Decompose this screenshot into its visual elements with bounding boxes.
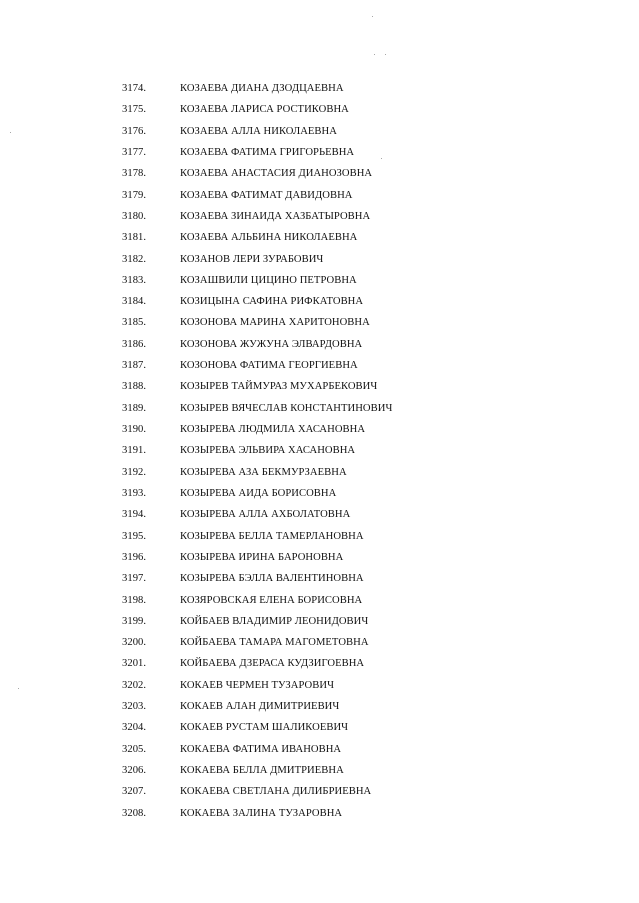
entry-number: 3191. [122, 445, 147, 457]
list-item [122, 808, 442, 829]
list-item [122, 339, 442, 360]
entry-name: КОЗЫРЕВА АЛЛА АХБОЛАТОВНА [180, 509, 351, 521]
entry-number: 3179. [122, 189, 147, 201]
list-item [122, 531, 442, 552]
entry-number: 3204. [122, 722, 147, 734]
scan-speck [374, 54, 375, 55]
entry-number: 3207. [122, 786, 147, 798]
entry-name: КОЗАЕВА АЛЛА НИКОЛАЕВНА [180, 125, 337, 137]
entry-name: КОЙБАЕВА ТАМАРА МАГОМЕТОВНА [180, 637, 369, 649]
entry-number: 3186. [122, 338, 147, 350]
entry-number: 3187. [122, 360, 147, 372]
entry-name: КОЗАЕВА ФАТИМА ГРИГОРЬЕВНА [180, 146, 355, 158]
entry-number: 3203. [122, 701, 147, 713]
entry-number: 3184. [122, 296, 147, 308]
list-item [122, 232, 442, 253]
entry-name: КОЗЫРЕВА АЗА БЕКМУРЗАЕВНА [180, 466, 347, 478]
list-item [122, 296, 442, 317]
entry-number: 3185. [122, 317, 147, 329]
list-item [122, 765, 442, 786]
entry-name: КОЗАЕВА АНАСТАСИЯ ДИАНОЗОВНА [180, 168, 373, 180]
entry-name: КОЙБАЕВ ВЛАДИМИР ЛЕОНИДОВИЧ [180, 615, 369, 627]
list-item [122, 680, 442, 701]
list-item [122, 254, 442, 275]
entry-number: 3199. [122, 615, 147, 627]
list-item [122, 168, 442, 189]
entry-name: КОЗАЕВА ДИАНА ДЗОДЦАЕВНА [180, 83, 344, 94]
list-item [122, 275, 442, 296]
entry-number: 3188. [122, 381, 147, 393]
scan-speck [10, 132, 11, 133]
entry-number: 3189. [122, 402, 147, 414]
list-item [122, 360, 442, 381]
entry-number: 3192. [122, 466, 147, 478]
scan-speck [385, 54, 386, 55]
list-item [122, 509, 442, 530]
list-item [122, 424, 442, 445]
name-list [122, 83, 442, 829]
entry-name: КОЗАЕВА ЛАРИСА РОСТИКОВНА [180, 104, 349, 116]
list-item [122, 83, 442, 104]
entry-name: КОЗАЕВА ЗИНАИДА ХАЗБАТЫРОВНА [180, 210, 371, 222]
entry-number: 3176. [122, 125, 147, 137]
entry-number: 3177. [122, 146, 147, 158]
entry-name: КОЗЫРЕВА ЛЮДМИЛА ХАСАНОВНА [180, 424, 366, 435]
list-item [122, 445, 442, 466]
scan-speck [372, 16, 373, 17]
entry-name: КОЗАШВИЛИ ЦИЦИНО ПЕТРОВНА [180, 274, 357, 286]
entry-number: 3181. [122, 232, 147, 244]
entry-number: 3197. [122, 573, 147, 585]
entry-name: КОЗЯРОВСКАЯ ЕЛЕНА БОРИСОВНА [180, 594, 363, 606]
list-item [122, 637, 442, 658]
entry-name: КОЗЫРЕВ ТАЙМУРАЗ МУХАРБЕКОВИЧ [180, 381, 378, 393]
list-item [122, 722, 442, 743]
list-item [122, 147, 442, 168]
entry-name: КОЗЫРЕВА БЭЛЛА ВАЛЕНТИНОВНА [180, 573, 364, 585]
list-item [122, 616, 442, 637]
list-item [122, 211, 442, 232]
entry-number: 3202. [122, 679, 147, 691]
entry-number: 3194. [122, 509, 147, 521]
entry-name: КОЗЫРЕВА ЭЛЬВИРА ХАСАНОВНА [180, 445, 356, 457]
entry-name: КОЗОНОВА ФАТИМА ГЕОРГИЕВНА [180, 360, 358, 372]
entry-name: КОЗЫРЕВ ВЯЧЕСЛАВ КОНСТАНТИНОВИЧ [180, 402, 393, 414]
entry-number: 3201. [122, 658, 147, 670]
entry-number: 3183. [122, 274, 147, 286]
entry-number: 3206. [122, 765, 147, 776]
entry-name: КОКАЕВА ЗАЛИНА ТУЗАРОВНА [180, 807, 343, 819]
entry-number: 3205. [122, 743, 147, 755]
list-item [122, 658, 442, 679]
list-item [122, 552, 442, 573]
entry-name: КОЗИЦЫНА САФИНА РИФКАТОВНА [180, 296, 364, 308]
list-item [122, 595, 442, 616]
list-item [122, 488, 442, 509]
list-item [122, 573, 442, 594]
entry-number: 3178. [122, 168, 147, 180]
entry-name: КОЗОНОВА МАРИНА ХАРИТОНОВНА [180, 317, 370, 329]
list-item [122, 317, 442, 338]
list-item [122, 744, 442, 765]
entry-name: КОЗЫРЕВА БЕЛЛА ТАМЕРЛАНОВНА [180, 530, 364, 542]
entry-name: КОКАЕВ ЧЕРМЕН ТУЗАРОВИЧ [180, 679, 335, 691]
entry-name: КОЗАЕВА ФАТИМАТ ДАВИДОВНА [180, 189, 353, 201]
entry-name: КОЗЫРЕВА АИДА БОРИСОВНА [180, 487, 337, 499]
entry-name: КОКАЕВА СВЕТЛАНА ДИЛИБРИЕВНА [180, 786, 372, 798]
entry-number: 3200. [122, 637, 147, 649]
entry-number: 3174. [122, 83, 147, 94]
entry-name: КОЙБАЕВА ДЗЕРАСА КУДЗИГОЕВНА [180, 658, 365, 670]
list-item [122, 190, 442, 211]
entry-name: КОКАЕВА БЕЛЛА ДМИТРИЕВНА [180, 765, 344, 776]
list-item [122, 701, 442, 722]
entry-name: КОЗЫРЕВА ИРИНА БАРОНОВНА [180, 551, 344, 563]
entry-number: 3198. [122, 594, 147, 606]
entry-name: КОЗАЕВА АЛЬБИНА НИКОЛАЕВНА [180, 232, 358, 244]
list-item [122, 126, 442, 147]
list-item [122, 467, 442, 488]
list-item [122, 104, 442, 125]
list-item [122, 403, 442, 424]
entry-name: КОКАЕВ АЛАН ДИМИТРИЕВИЧ [180, 701, 340, 713]
entry-number: 3195. [122, 530, 147, 542]
entry-name: КОЗОНОВА ЖУЖУНА ЭЛВАРДОВНА [180, 338, 363, 350]
entry-number: 3175. [122, 104, 147, 116]
list-item [122, 786, 442, 807]
scan-speck [18, 688, 19, 689]
entry-number: 3193. [122, 487, 147, 499]
entry-name: КОКАЕВ РУСТАМ ШАЛИКОЕВИЧ [180, 722, 349, 734]
entry-number: 3182. [122, 253, 147, 265]
entry-number: 3196. [122, 551, 147, 563]
entry-number: 3190. [122, 424, 147, 435]
entry-name: КОКАЕВА ФАТИМА ИВАНОВНА [180, 743, 342, 755]
list-item [122, 381, 442, 402]
entry-number: 3208. [122, 807, 147, 819]
entry-number: 3180. [122, 210, 147, 222]
entry-name: КОЗАНОВ ЛЕРИ ЗУРАБОВИЧ [180, 253, 324, 265]
